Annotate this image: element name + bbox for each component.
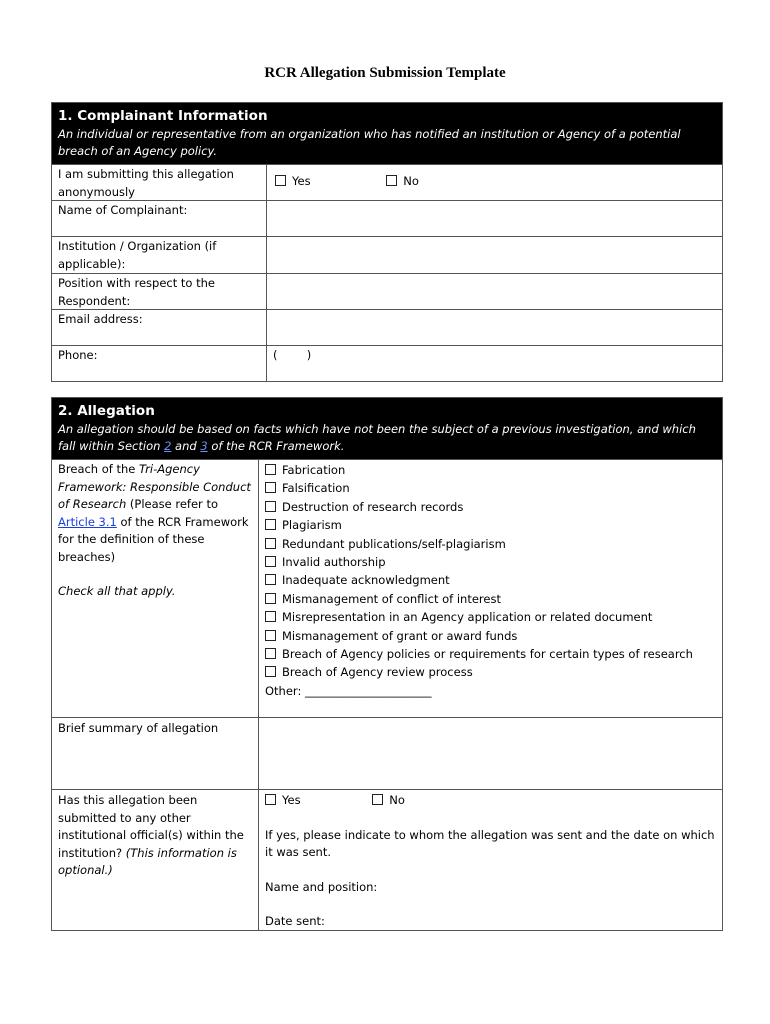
submitted-options (265, 792, 716, 810)
checkbox-icon[interactable] (265, 666, 276, 677)
date-sent-field[interactable]: Date sent: (265, 914, 325, 928)
breach-option[interactable] (265, 663, 716, 681)
breach-option-label: Mismanagement of conflict of interest (282, 591, 501, 606)
institution-field[interactable] (267, 237, 722, 273)
phone-label: Phone: (52, 346, 267, 381)
breach-option-label: Mismanagement of grant or award funds (282, 628, 518, 643)
breach-option[interactable] (265, 535, 716, 553)
allegation-description: An allegation should be based on facts which have not been the subject of a previous investigation, and which fall within Section 2 and 3 of the RCR Framework. (58, 422, 696, 453)
complainant-section (51, 102, 723, 382)
checkbox-icon[interactable] (386, 175, 397, 186)
checkbox-icon[interactable] (265, 611, 276, 622)
checkbox-icon[interactable] (265, 538, 276, 549)
breach-option-label: Misrepresentation in an Agency application or related document (282, 610, 653, 625)
breach-label: Breach of the Tri-Agency Framework: Responsible Conduct of Research (Please refer to Article 3.1 of the RCR Framework for the definition of these breaches) Check all that apply. (52, 460, 259, 717)
name-label: Name of Complainant: (52, 201, 267, 236)
checkbox-icon[interactable] (265, 630, 276, 641)
breach-option[interactable] (265, 516, 716, 534)
anonymous-row (52, 164, 722, 200)
submitted-yes-option[interactable]: Yes (265, 793, 301, 807)
email-label: Email address: (52, 310, 267, 345)
breach-option-label: Breach of Agency policies or requirements for certain types of research (282, 647, 693, 662)
allegation-section (51, 397, 723, 931)
section-3-link[interactable]: 3 (200, 439, 208, 453)
submitted-row (52, 789, 722, 930)
institution-row (52, 236, 722, 273)
section-2-link[interactable]: 2 (164, 439, 172, 453)
allegation-header (52, 398, 722, 459)
anonymous-label: I am submitting this allegation anonymously (52, 165, 267, 200)
allegation-heading: 2. Allegation (58, 403, 155, 419)
breach-option-label: Invalid authorship (282, 555, 386, 570)
complainant-heading: 1. Complainant Information (58, 108, 268, 124)
breach-option-label: Inadequate acknowledgment (282, 573, 450, 588)
checkbox-icon[interactable] (265, 574, 276, 585)
document-title: RCR Allegation Submission Template (264, 65, 506, 81)
breach-option[interactable] (265, 571, 716, 589)
breach-option[interactable] (265, 479, 716, 497)
email-row (52, 309, 722, 345)
complainant-description: An individual or representative from an organization who has notified an institution or Agency of a potential breach of an Agency policy. (58, 127, 681, 158)
phone-field[interactable]: ( ) (273, 348, 312, 362)
breach-option[interactable] (265, 590, 716, 608)
breach-option-label: Falsification (282, 481, 350, 496)
position-row (52, 273, 722, 309)
position-label: Position with respect to the Respondent: (52, 274, 267, 309)
checkbox-icon[interactable] (265, 648, 276, 659)
breach-option-label: Plagiarism (282, 518, 342, 533)
breach-option[interactable] (265, 627, 716, 645)
checkbox-icon[interactable] (265, 464, 276, 475)
institution-label: Institution / Organization (if applicable): (52, 237, 267, 273)
submitted-details (259, 790, 722, 930)
checkbox-icon[interactable] (372, 794, 383, 805)
checkbox-icon[interactable] (265, 794, 276, 805)
checkbox-icon[interactable] (265, 519, 276, 530)
name-field[interactable] (267, 201, 722, 236)
summary-field[interactable] (259, 718, 722, 789)
breach-option[interactable] (265, 553, 716, 571)
breach-option-label: Destruction of research records (282, 499, 464, 514)
anonymous-no-option[interactable]: No (386, 174, 419, 188)
phone-row (52, 345, 722, 381)
checkbox-icon[interactable] (265, 501, 276, 512)
breach-option[interactable] (265, 498, 716, 516)
summary-label: Brief summary of allegation (52, 718, 259, 789)
breach-option[interactable] (265, 461, 716, 479)
checkbox-icon[interactable] (275, 175, 286, 186)
name-position-field[interactable]: Name and position: (265, 879, 378, 894)
if-yes-instructions: If yes, please indicate to whom the allegation was sent and the date on which it was sent. (265, 827, 715, 859)
submitted-no-option[interactable]: No (372, 793, 405, 807)
breach-option[interactable] (265, 645, 716, 663)
breach-row (52, 459, 722, 717)
anonymous-options (267, 165, 722, 200)
email-field[interactable] (267, 310, 722, 345)
checkbox-icon[interactable] (265, 482, 276, 493)
summary-row (52, 717, 722, 789)
breach-options-list (265, 461, 716, 682)
name-row (52, 200, 722, 236)
complainant-header (52, 103, 722, 164)
check-all-note: Check all that apply. (58, 584, 176, 598)
breach-options (259, 460, 722, 717)
other-breach-field[interactable]: Other: ______________________ (265, 683, 432, 698)
checkbox-icon[interactable] (265, 556, 276, 567)
position-field[interactable] (267, 274, 722, 309)
breach-option-label: Fabrication (282, 463, 346, 477)
checkbox-icon[interactable] (265, 593, 276, 604)
breach-option[interactable] (265, 608, 716, 626)
anonymous-yes-option[interactable]: Yes (275, 174, 311, 188)
breach-option-label: Breach of Agency review process (282, 665, 473, 680)
breach-option-label: Redundant publications/self-plagiarism (282, 536, 506, 551)
submitted-label: Has this allegation been submitted to any other institutional official(s) within the institution? (This information is optional.) (52, 790, 259, 930)
article-3-1-link[interactable]: Article 3.1 (58, 514, 117, 529)
